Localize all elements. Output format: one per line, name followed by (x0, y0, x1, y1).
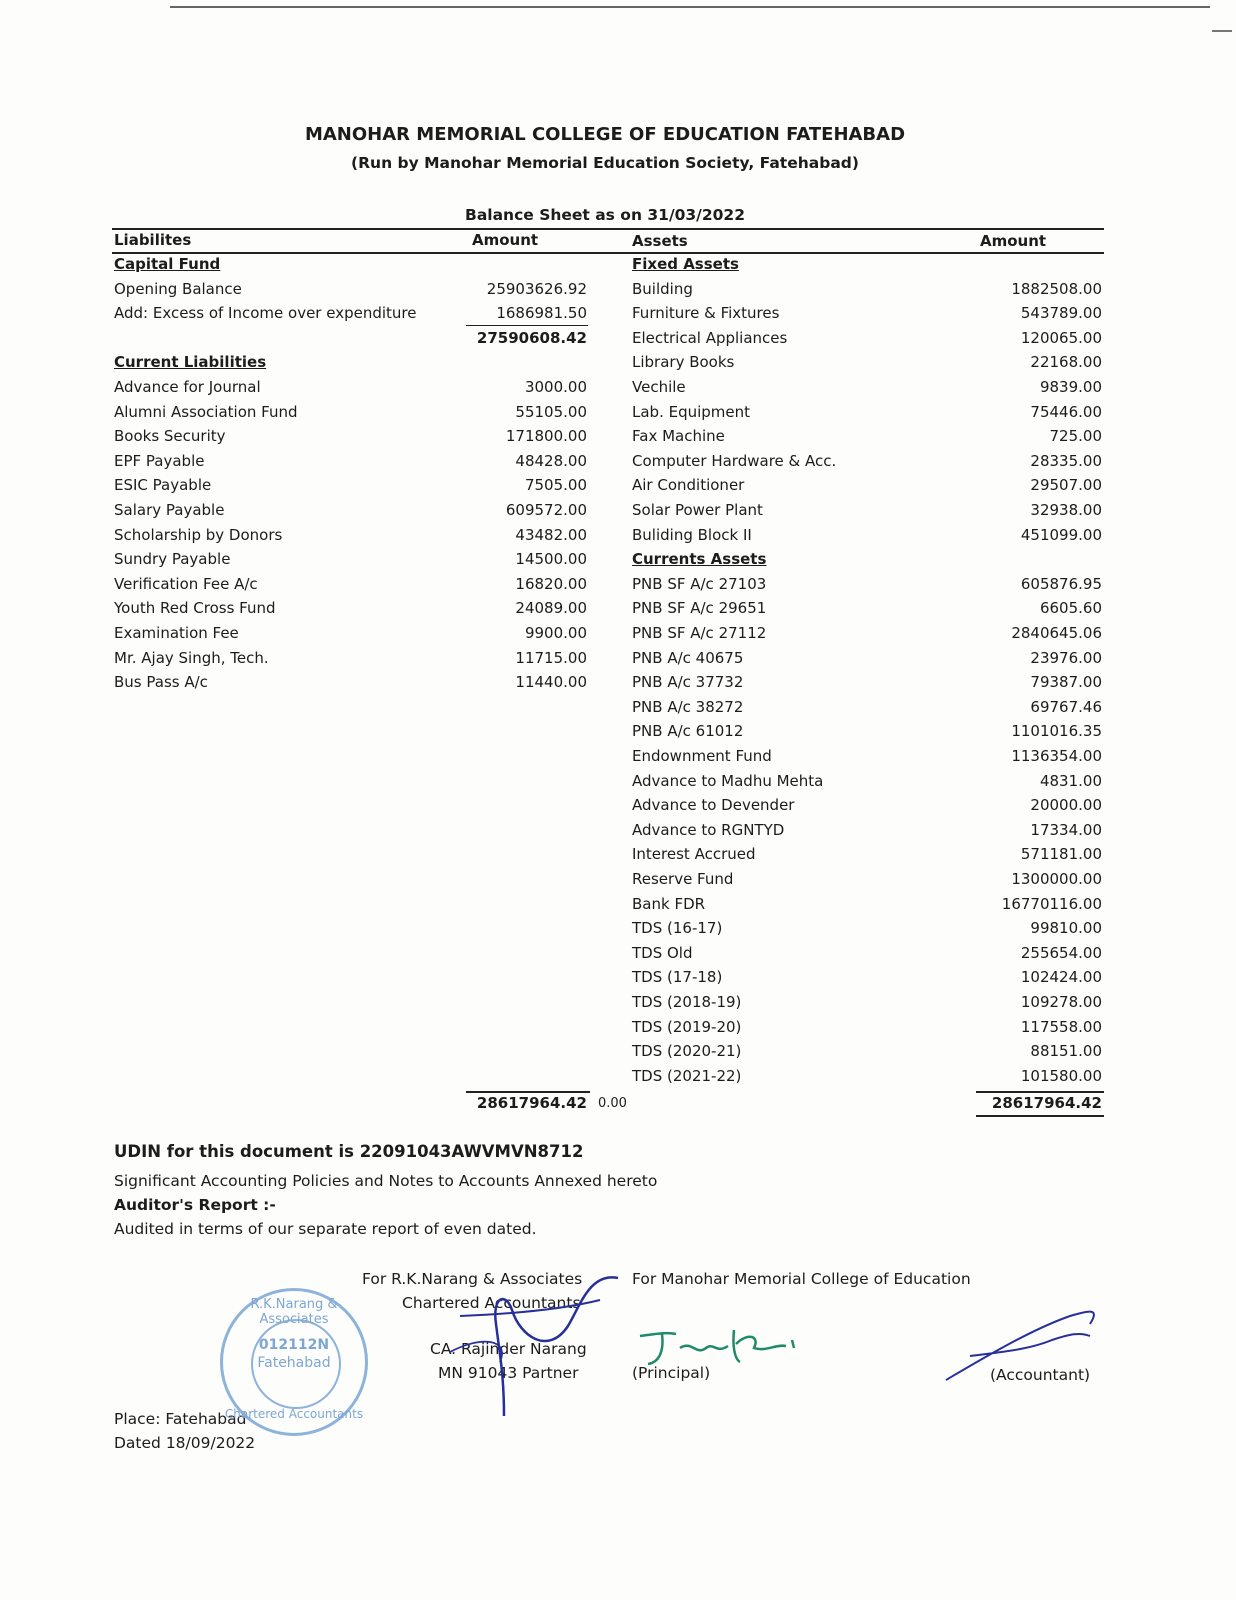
asset-name: PNB SF A/c 29651 (632, 599, 767, 618)
assets-section-heading: Currents Assets (632, 550, 767, 569)
asset-amount: 571181.00 (1020, 845, 1102, 864)
liability-name: Examination Fee (114, 624, 239, 642)
accountant-signature (940, 1300, 1110, 1390)
auditor-stamp (220, 1288, 368, 1436)
place-line: Place: Fatehabad (114, 1410, 247, 1428)
asset-amount: 29507.00 (1030, 476, 1102, 495)
asset-amount: 16770116.00 (1001, 894, 1102, 913)
asset-name: Library Books (632, 353, 735, 372)
asset-amount: 6605.60 (1039, 599, 1102, 618)
liability-name: Opening Balance (114, 279, 242, 298)
asset-amount: 101580.00 (1020, 1066, 1102, 1085)
principal-label: (Principal) (632, 1364, 711, 1382)
asset-amount: 451099.00 (1020, 525, 1102, 544)
dated-line: Dated 18/09/2022 (114, 1434, 256, 1452)
asset-amount: 88151.00 (1030, 1042, 1102, 1061)
liabilities-section-heading: Capital Fund (114, 255, 221, 273)
liability-name: Verification Fee A/c (114, 574, 258, 593)
asset-amount: 1882508.00 (1011, 279, 1102, 298)
liability-amount: 55105.00 (515, 402, 587, 421)
asset-name: TDS (2018-19) (632, 993, 742, 1011)
asset-name: PNB A/c 37732 (632, 673, 744, 692)
asset-name: PNB A/c 40675 (632, 648, 744, 667)
asset-amount: 117558.00 (1020, 1017, 1102, 1036)
liability-amount: 609572.00 (505, 501, 587, 519)
college-signatory: For Manohar Memorial College of Education (632, 1270, 971, 1288)
asset-amount: 23976.00 (1030, 648, 1102, 667)
capital-fund-total: 27590608.42 (476, 328, 587, 347)
asset-name: TDS (2021-22) (632, 1066, 742, 1085)
liability-amount: 11715.00 (515, 648, 587, 667)
asset-name: Fax Machine (632, 427, 725, 446)
liability-name: Alumni Association Fund (114, 402, 298, 421)
liability-amount: 7505.00 (524, 476, 587, 495)
liability-amount: 14500.00 (515, 550, 587, 569)
stamp-number: 012112N (258, 1337, 330, 1353)
asset-amount: 99810.00 (1030, 919, 1102, 938)
stamp-city: Fatehabad (257, 1355, 331, 1371)
liability-amount: 1686981.50 (496, 304, 587, 323)
asset-amount: 69767.46 (1030, 697, 1102, 716)
asset-amount: 605876.95 (1020, 574, 1102, 593)
subtotal-rule (466, 325, 588, 326)
asset-name: Endownment Fund (632, 747, 772, 765)
stamp-ring-bottom: Chartered Accountants (224, 1407, 364, 1421)
asset-name: TDS (17-18) (632, 968, 723, 987)
table-top-rule (112, 228, 1104, 230)
liabilities-section-heading: Current Liabilities (114, 353, 267, 372)
asset-amount: 725.00 (1049, 427, 1102, 446)
total-underline-right (976, 1115, 1104, 1116)
liability-amount: 48428.00 (515, 451, 587, 470)
difference-amount: 0.00 (598, 1096, 627, 1112)
asset-name: Interest Accrued (632, 845, 756, 864)
asset-name: TDS (16-17) (632, 919, 723, 938)
liability-name: Scholarship by Donors (114, 525, 283, 544)
asset-name: Vechile (632, 378, 686, 396)
asset-name: Air Conditioner (632, 476, 745, 495)
liability-amount: 3000.00 (524, 378, 587, 396)
liability-name: EPF Payable (114, 451, 205, 470)
col-assets: Assets (632, 232, 688, 250)
liability-name: Salary Payable (114, 501, 225, 519)
col-amount-left: Amount (472, 231, 539, 249)
asset-amount: 2840645.06 (1011, 624, 1102, 642)
asset-amount: 109278.00 (1020, 993, 1102, 1011)
asset-name: Furniture & Fixtures (632, 304, 780, 323)
liability-amount: 11440.00 (515, 673, 587, 692)
col-liabilities: Liabilites (114, 231, 192, 249)
asset-amount: 22168.00 (1030, 353, 1102, 372)
accountant-label: (Accountant) (990, 1366, 1091, 1384)
asset-name: PNB SF A/c 27103 (632, 574, 767, 593)
assets-section-heading: Fixed Assets (632, 255, 739, 273)
liability-name: Books Security (114, 427, 226, 446)
asset-name: TDS (2020-21) (632, 1042, 742, 1061)
asset-name: Advance to Madhu Mehta (632, 771, 824, 790)
asset-amount: 1136354.00 (1011, 747, 1102, 765)
liability-name: Mr. Ajay Singh, Tech. (114, 648, 269, 667)
asset-amount: 102424.00 (1020, 968, 1102, 987)
asset-amount: 543789.00 (1020, 304, 1102, 323)
college-title: MANOHAR MEMORIAL COLLEGE OF EDUCATION FATEHABAD (304, 124, 906, 145)
asset-amount: 17334.00 (1030, 820, 1102, 839)
auditor-heading: Auditor's Report :- (114, 1196, 276, 1214)
liability-name: Advance for Journal (114, 378, 261, 396)
principal-signature (636, 1326, 806, 1386)
auditor-signature (440, 1266, 640, 1426)
asset-name: PNB A/c 38272 (632, 697, 744, 716)
liability-amount: 171800.00 (505, 427, 587, 446)
asset-amount: 32938.00 (1030, 501, 1102, 519)
liabilities-grand-total: 28617964.42 (476, 1094, 587, 1113)
asset-amount: 28335.00 (1030, 451, 1102, 470)
stamp-ring-top: R.K.Narang & Associates (250, 1297, 338, 1327)
asset-name: Building (632, 279, 693, 298)
asset-name: Bank FDR (632, 894, 706, 913)
asset-name: TDS Old (632, 943, 693, 962)
liability-amount: 9900.00 (524, 624, 587, 642)
asset-amount: 75446.00 (1030, 402, 1102, 421)
liability-amount: 24089.00 (515, 599, 587, 618)
liability-amount: 16820.00 (515, 574, 587, 593)
asset-amount: 9839.00 (1039, 378, 1102, 396)
asset-amount: 1300000.00 (1011, 870, 1102, 888)
table-header-rule (112, 252, 1104, 254)
assets-grand-total: 28617964.42 (991, 1094, 1102, 1113)
asset-name: TDS (2019-20) (632, 1017, 742, 1036)
asset-name: Buliding Block II (632, 525, 752, 544)
scan-edge-line (170, 6, 1210, 8)
liability-name: Sundry Payable (114, 550, 231, 569)
asset-name: Solar Power Plant (632, 501, 763, 519)
auditor-name: CA. Rajinder Narang (430, 1340, 587, 1358)
asset-amount: 4831.00 (1039, 771, 1102, 790)
asset-name: PNB A/c 61012 (632, 722, 744, 741)
asset-amount: 1101016.35 (1011, 722, 1102, 741)
liability-amount: 25903626.92 (486, 279, 587, 298)
asset-amount: 20000.00 (1030, 796, 1102, 815)
udin-line: UDIN for this document is 22091043AWVMVN8712 (114, 1142, 584, 1161)
liability-name: Bus Pass A/c (114, 673, 208, 692)
liability-name: Add: Excess of Income over expenditure (114, 304, 417, 323)
asset-name: Computer Hardware & Acc. (632, 451, 837, 470)
asset-name: Lab. Equipment (632, 402, 751, 421)
auditor-role: Chartered Accountants (402, 1294, 581, 1312)
asset-name: Reserve Fund (632, 870, 734, 888)
col-amount-right: Amount (980, 232, 1047, 250)
asset-name: PNB SF A/c 27112 (632, 624, 767, 642)
auditor-firm: For R.K.Narang & Associates (362, 1270, 583, 1288)
scan-edge-line-right (1212, 30, 1232, 32)
asset-amount: 120065.00 (1020, 328, 1102, 347)
asset-amount: 255654.00 (1020, 943, 1102, 962)
balance-sheet-title: Balance Sheet as on 31/03/2022 (465, 206, 745, 224)
asset-name: Advance to RGNTYD (632, 820, 785, 839)
asset-amount: 79387.00 (1030, 673, 1102, 692)
liability-name: ESIC Payable (114, 476, 212, 495)
liability-amount: 43482.00 (515, 525, 587, 544)
asset-name: Advance to Devender (632, 796, 795, 815)
liability-name: Youth Red Cross Fund (114, 599, 276, 618)
auditor-mn: MN 91043 Partner (438, 1364, 579, 1382)
audited-note: Audited in terms of our separate report of even dated. (114, 1220, 537, 1238)
society-subtitle: (Run by Manohar Memorial Education Society, Fatehabad) (351, 154, 859, 172)
asset-name: Electrical Appliances (632, 328, 788, 347)
policies-note: Significant Accounting Policies and Notes to Accounts Annexed hereto (114, 1172, 658, 1190)
